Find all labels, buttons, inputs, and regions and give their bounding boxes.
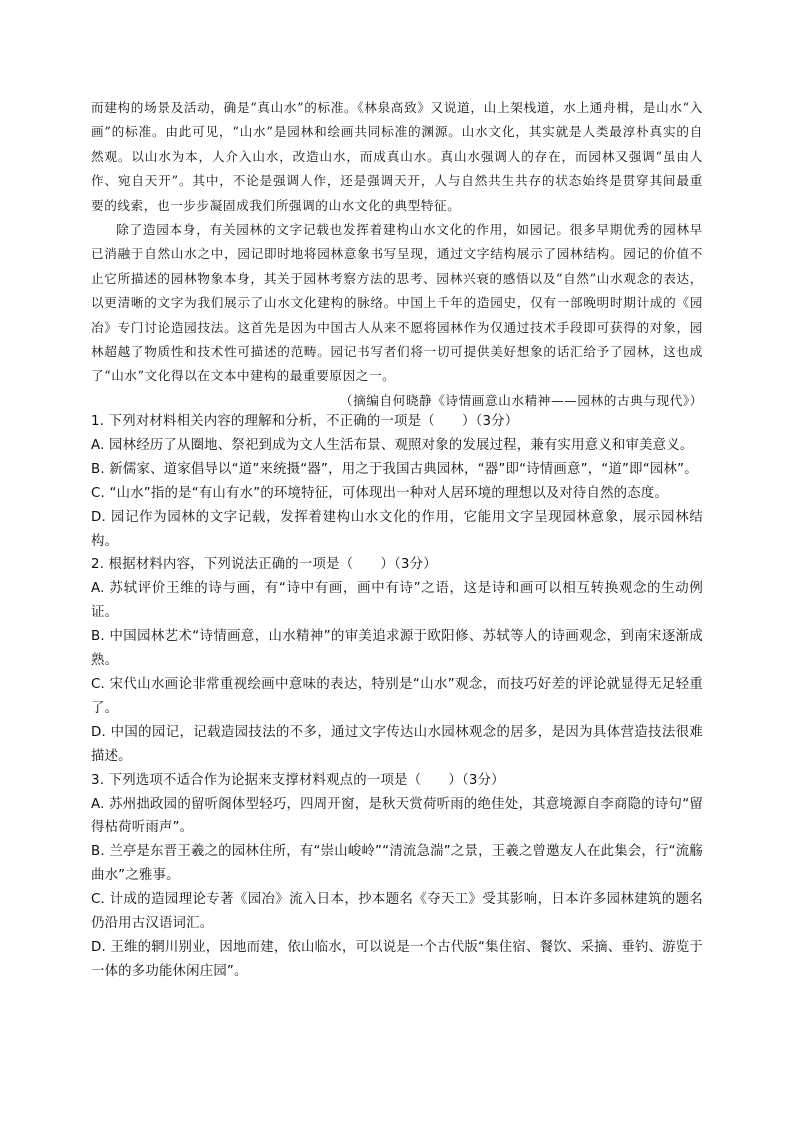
question-2-stem: 2. 根据材料内容，下列说法正确的一项是（ ）（3分） [91, 557, 437, 573]
reading-passage [91, 96, 703, 413]
question-list [91, 410, 703, 984]
question-3-option-d: D. 王维的辋川别业，因地而建，依山临水，可以说是一个古代版“集住宿、餐饮、采摘、垂钓、游览于一体的多功能休闲庄园”。 [91, 939, 703, 979]
question-2-option-d: D. 中国的园记，记载造园技法的不多，通过文字传达山水园林观念的居多，是因为具体营造技法很难描述。 [91, 724, 703, 764]
question-1-option-b: B. 新儒家、道家倡导以“道”来统摄“器”，用之于我国古典园林，“器”即“诗情画意”，“道”即“园林”。 [91, 461, 698, 477]
question-2-option-b: B. 中国园林艺术“诗情画意，山水精神”的审美追求源于欧阳修、苏轼等人的诗画观念，到南宋逐渐成熟。 [91, 629, 703, 669]
question-1-option-c: C. “山水”指的是“有山有水”的环境特征，可体现出一种对人居环境的理想以及对待自然的态度。 [91, 485, 669, 501]
question-2-option-a: A. 苏轼评价王维的诗与画，有“诗中有画，画中有诗”之语，这是诗和画可以相互转换观念的生动例证。 [91, 581, 703, 621]
question-3-option-b: B. 兰亭是东晋王羲之的园林住所，有“崇山峻岭”“清流急湍”之景，王羲之曾邀友人在此集会，行“流觞曲水”之雅事。 [91, 844, 703, 884]
passage-paragraph-1: 而建构的场景及活动，确是“真山水”的标准。《林泉高致》又说道，山上架栈道，水上通舟楫，是山水“入画”的标准。由此可见，“山水”是园林和绘画共同标准的渊源。山水文化，其实就是人类最淳朴真实的自然观。以山水为本，人介入山水，改造山水，而成真山水。真山水强调人的存在，而园林又强调“虽由人作、宛自天开”。其中，不论是强调人作，还是强调天开，人与自然共生共存的状态始终是贯穿其间最重要的线索，也一步步凝固成我们所强调的山水文化的典型特征。 [91, 100, 703, 213]
question-3-stem: 3. 下列选项不适合作为论据来支撑材料观点的一项是（ ）（3分） [91, 772, 505, 788]
question-1-option-a: A. 园林经历了从圈地、祭祀到成为文人生活布景、观照对象的发展过程，兼有实用意义和审美意义。 [91, 437, 694, 453]
passage-citation: （摘编自何晓静《诗情画意山水精神——园林的古典与现代》） [339, 392, 703, 408]
question-1-stem: 1. 下列对材料相关内容的理解和分析，不正确的一项是（ ）（3分） [91, 414, 519, 429]
question-1-option-d: D. 园记作为园林的文字记载，发挥着建构山水文化的作用，它能用文字呈现园林意象，展示园林结构。 [91, 509, 703, 549]
passage-paragraph-2: 除了造园本身，有关园林的文字记载也发挥着建构山水文化的作用，如园记。很多早期优秀的园林早已消融于自然山水之中，园记即时地将园林意象书写呈现，通过文字结构展示了园林结构。园记的价值不止它所描述的园林物象本身，其关于园林考察方法的思考、园林兴衰的感悟以及“自然”山水观念的表达，以更清晰的文字为我们展示了山水文化建构的脉络。中国上千年的造园史，仅有一部晚明时期计成的《园冶》专门讨论造园技法。这首先是因为中国古人从来不愿将园林作为仅通过技术手段即可获得的对象，园林超越了物质性和技术性可描述的范畴。园记书写者们将一切可提供美好想象的话汇给予了园林，这也成了“山水”文化得以在文本中建构的最重要原因之一。 [91, 222, 703, 384]
question-3-option-a: A. 苏州拙政园的留听阁体型轻巧，四周开窗，是秋天赏荷听雨的绝佳处，其意境源自李商隐的诗句“留得枯荷听雨声”。 [91, 796, 703, 836]
question-2-option-c: C. 宋代山水画论非常重视绘画中意味的表达，特别是“山水”观念，而技巧好差的评论就显得无足轻重了。 [91, 676, 703, 716]
question-3-option-c: C. 计成的造园理论专著《园冶》流入日本，抄本题名《夺天工》受其影响，日本许多园林建筑的题名仍沿用古汉语词汇。 [91, 892, 703, 932]
